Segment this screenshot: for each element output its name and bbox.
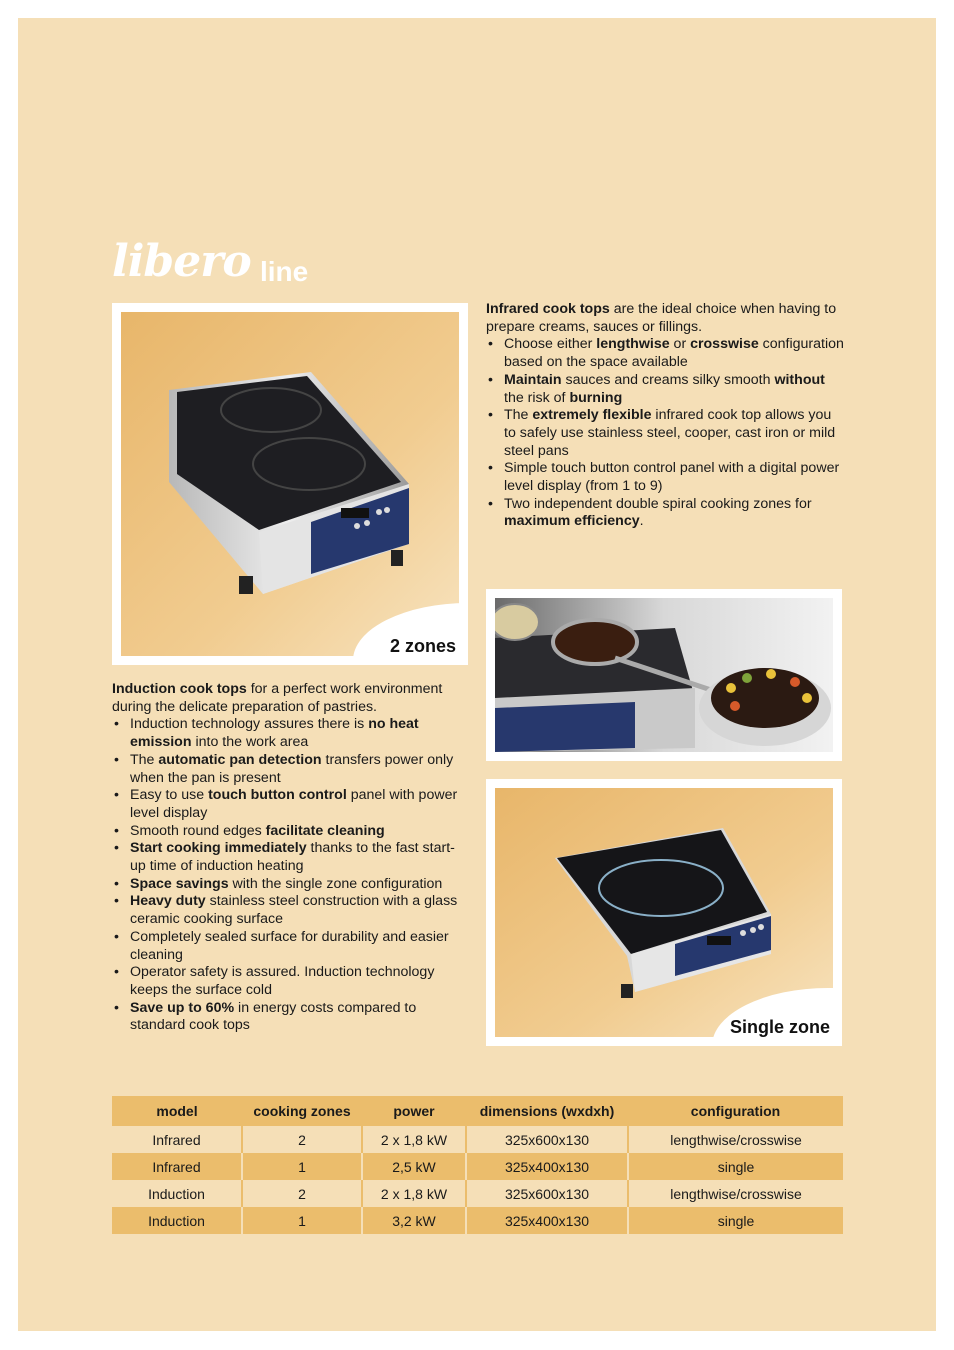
list-item: • Easy to use touch button control panel with power level display — [112, 787, 462, 822]
list-item: • Completely sealed surface for durability and easier cleaning — [112, 929, 462, 964]
table-cell: lengthwise/crosswise — [628, 1180, 843, 1207]
table-cell: 2 — [242, 1126, 362, 1153]
table-cell: 1 — [242, 1207, 362, 1234]
table-cell: 2 x 1,8 kW — [362, 1126, 466, 1153]
table-cell: single — [628, 1153, 843, 1180]
table-cell: 2,5 kW — [362, 1153, 466, 1180]
list-item: • Space savings with the single zone configuration — [112, 876, 462, 894]
infrared-description — [486, 301, 846, 531]
single-zone-label: Single zone — [712, 988, 842, 1046]
table-row — [112, 1153, 843, 1180]
photo-single-zone — [486, 779, 842, 1046]
list-item: • Simple touch button control panel with a digital power level display (from 1 to 9) — [486, 460, 846, 495]
table-cell: 325x600x130 — [466, 1180, 628, 1207]
induction-intro: Induction cook tops for a perfect work environment during the delicate preparation of pastries. — [112, 681, 443, 715]
table-cell: Induction — [112, 1207, 242, 1234]
table-cell: lengthwise/crosswise — [628, 1126, 843, 1153]
induction-description — [112, 681, 462, 1035]
infrared-bullet-list — [486, 336, 846, 531]
list-item: • The extremely flexible infrared cook top allows you to safely use stainless steel, cooper, cast iron or mild steel pans — [486, 407, 846, 460]
photo-pan-and-cake-image — [495, 598, 833, 752]
list-item: • Choose either lengthwise or crosswise configuration based on the space available — [486, 336, 846, 371]
table-cell: Induction — [112, 1180, 242, 1207]
table-cell: Infrared — [112, 1153, 242, 1180]
table-cell: 3,2 kW — [362, 1207, 466, 1234]
table-row — [112, 1207, 843, 1234]
brand-suffix: line — [260, 256, 309, 287]
table-cell: Infrared — [112, 1126, 242, 1153]
table-row — [112, 1126, 843, 1153]
brand-script: libero — [112, 236, 251, 287]
header-model: model — [112, 1096, 242, 1126]
table-row — [112, 1180, 843, 1207]
header-dimensions: dimensions (wxdxh) — [466, 1096, 628, 1126]
photo-pan-and-cake — [486, 589, 842, 761]
list-item: • Two independent double spiral cooking zones for maximum efficiency. — [486, 496, 846, 531]
list-item: • Induction technology assures there is no heat emission into the work area — [112, 716, 462, 751]
table-cell: 2 x 1,8 kW — [362, 1180, 466, 1207]
photo-two-zones-image — [121, 312, 459, 656]
list-item: • Heavy duty stainless steel construction with a glass ceramic cooking surface — [112, 893, 462, 928]
table-cell: 1 — [242, 1153, 362, 1180]
list-item: • Save up to 60% in energy costs compared to standard cook tops — [112, 1000, 462, 1035]
list-item: • Smooth round edges facilitate cleaning — [112, 823, 462, 841]
list-item: • Start cooking immediately thanks to the fast start-up time of induction heating — [112, 840, 462, 875]
infrared-intro: Infrared cook tops are the ideal choice when having to prepare creams, sauces or fillings. — [486, 301, 837, 335]
list-item: • Maintain sauces and creams silky smooth without the risk of burning — [486, 372, 846, 407]
two-zones-label: 2 zones — [353, 603, 468, 665]
spec-table — [112, 1096, 843, 1234]
table-cell: 2 — [242, 1180, 362, 1207]
table-cell: 325x400x130 — [466, 1153, 628, 1180]
photo-two-zones — [112, 303, 468, 665]
header-cooking-zones: cooking zones — [242, 1096, 362, 1126]
header-configuration: configuration — [628, 1096, 843, 1126]
table-cell: 325x400x130 — [466, 1207, 628, 1234]
spec-table-header — [112, 1096, 843, 1126]
list-item: • The automatic pan detection transfers power only when the pan is present — [112, 752, 462, 787]
table-cell: 325x600x130 — [466, 1126, 628, 1153]
header-power: power — [362, 1096, 466, 1126]
table-cell: single — [628, 1207, 843, 1234]
list-item: • Operator safety is assured. Induction technology keeps the surface cold — [112, 964, 462, 999]
induction-bullet-list — [112, 716, 462, 1035]
